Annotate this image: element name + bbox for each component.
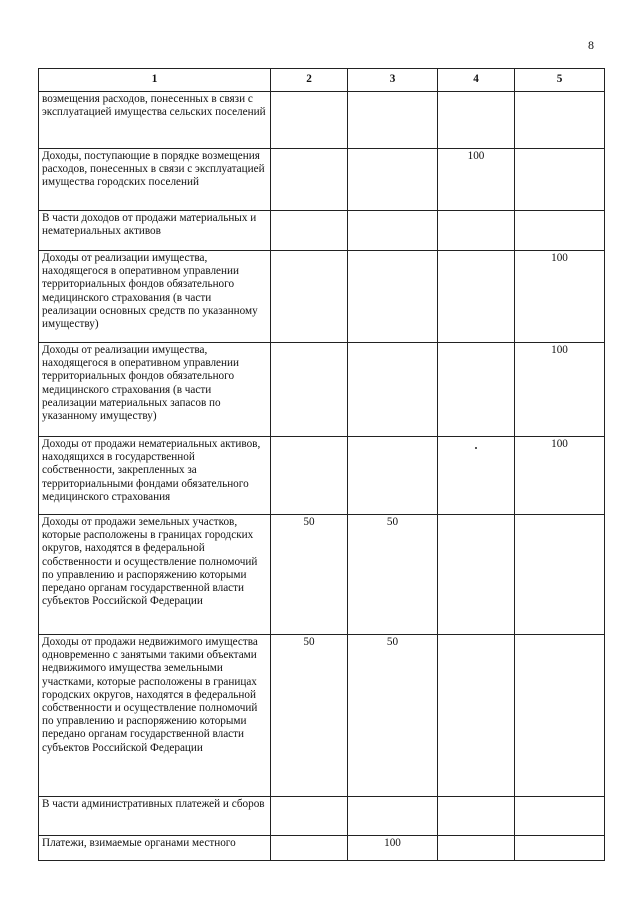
row-name: Доходы от продажи нематериальных активов, находящихся в государственной собственности, закрепленных за территориальными фондами обязательного медицинского страхования bbox=[39, 437, 271, 515]
row-value-col5 bbox=[515, 211, 605, 251]
row-name: Доходы от продажи земельных участков, которые расположены в границах городских округов, находятся в федеральной собственности и осуществление полномочий по управлению и распоряжению которыми передано органам государственной власти субъектов Российской Федерации bbox=[39, 515, 271, 635]
revenue-distribution-table bbox=[38, 68, 605, 861]
column-header-5: 5 bbox=[515, 69, 605, 92]
table-row bbox=[39, 836, 605, 861]
row-value-col2: 50 bbox=[271, 635, 348, 797]
row-value-col3 bbox=[348, 797, 438, 836]
row-name: Доходы от продажи недвижимого имущества одновременно с занятыми такими объектами недвижимого имущества земельными участками, которые расположены в границах городских округов, находятся в федеральной собственности и осуществление полномочий по управлению и распоряжению которыми передано органам государственной власти субъектов Российской Федерации bbox=[39, 635, 271, 797]
row-value-col3 bbox=[348, 149, 438, 211]
table-row bbox=[39, 251, 605, 343]
row-value-col5 bbox=[515, 635, 605, 797]
row-value-col3 bbox=[348, 251, 438, 343]
column-header-1: 1 bbox=[39, 69, 271, 92]
row-name: возмещения расходов, понесенных в связи с эксплуатацией имущества сельских поселений bbox=[39, 92, 271, 149]
row-value-col3 bbox=[348, 437, 438, 515]
column-header-3: 3 bbox=[348, 69, 438, 92]
row-value-col2 bbox=[271, 836, 348, 861]
row-value-col5 bbox=[515, 92, 605, 149]
row-value-col4 bbox=[438, 211, 515, 251]
table-row bbox=[39, 343, 605, 437]
row-value-col4 bbox=[438, 836, 515, 861]
row-value-col2 bbox=[271, 343, 348, 437]
table-row bbox=[39, 635, 605, 797]
table-header-row bbox=[39, 69, 605, 92]
row-value-col3: 100 bbox=[348, 836, 438, 861]
row-value-col4 bbox=[438, 251, 515, 343]
page-number: 8 bbox=[588, 38, 594, 52]
column-header-4: 4 bbox=[438, 69, 515, 92]
row-value-col2 bbox=[271, 149, 348, 211]
table-row bbox=[39, 515, 605, 635]
row-value-col3: 50 bbox=[348, 635, 438, 797]
row-value-col5: 100 bbox=[515, 437, 605, 515]
stray-dot-mark bbox=[475, 447, 477, 449]
row-value-col3 bbox=[348, 92, 438, 149]
row-value-col2 bbox=[271, 251, 348, 343]
row-value-col5 bbox=[515, 149, 605, 211]
row-value-col4 bbox=[438, 92, 515, 149]
row-value-col5: 100 bbox=[515, 251, 605, 343]
row-name: В части доходов от продажи материальных и нематериальных активов bbox=[39, 211, 271, 251]
row-value-col2 bbox=[271, 437, 348, 515]
row-value-col4 bbox=[438, 343, 515, 437]
row-value-col3 bbox=[348, 343, 438, 437]
row-value-col2 bbox=[271, 92, 348, 149]
table-row bbox=[39, 92, 605, 149]
row-value-col2: 50 bbox=[271, 515, 348, 635]
row-value-col2 bbox=[271, 797, 348, 836]
column-header-2: 2 bbox=[271, 69, 348, 92]
row-value-col3: 50 bbox=[348, 515, 438, 635]
row-value-col4: 100 bbox=[438, 149, 515, 211]
row-name: В части административных платежей и сборов bbox=[39, 797, 271, 836]
row-value-col4 bbox=[438, 515, 515, 635]
table-row bbox=[39, 797, 605, 836]
row-value-col5: 100 bbox=[515, 343, 605, 437]
row-value-col5 bbox=[515, 836, 605, 861]
row-name: Платежи, взимаемые органами местного bbox=[39, 836, 271, 861]
row-value-col2 bbox=[271, 211, 348, 251]
row-name: Доходы от реализации имущества, находящегося в оперативном управлении территориальных фондов обязательного медицинского страхования (в части реализации основных средств по указанному имуществу) bbox=[39, 251, 271, 343]
row-value-col3 bbox=[348, 211, 438, 251]
row-name: Доходы, поступающие в порядке возмещения расходов, понесенных в связи с эксплуатацией имущества городских поселений bbox=[39, 149, 271, 211]
row-value-col5 bbox=[515, 515, 605, 635]
row-value-col4 bbox=[438, 437, 515, 515]
row-name: Доходы от реализации имущества, находящегося в оперативном управлении территориальных фондов обязательного медицинского страхования (в части реализации материальных запасов по указанному имуществу) bbox=[39, 343, 271, 437]
table-row bbox=[39, 437, 605, 515]
row-value-col4 bbox=[438, 797, 515, 836]
table-row bbox=[39, 149, 605, 211]
row-value-col5 bbox=[515, 797, 605, 836]
row-value-col4 bbox=[438, 635, 515, 797]
table-row bbox=[39, 211, 605, 251]
